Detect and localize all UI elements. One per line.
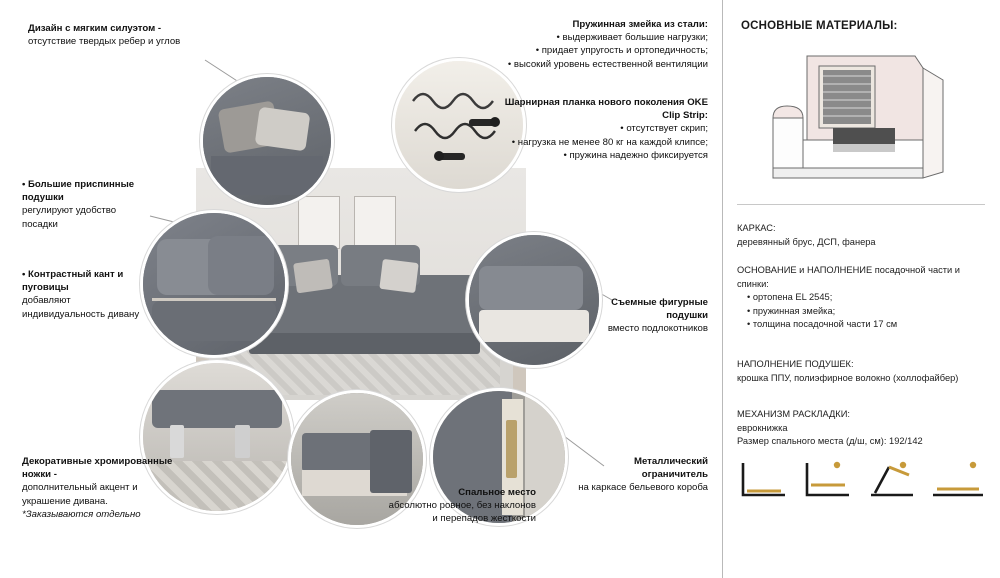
list-item: • нагрузка не менее 80 кг на каждой клипсе; (496, 136, 708, 149)
section-pillows (737, 358, 989, 385)
section-frame-body: деревянный брус, ДСП, фанера (737, 236, 876, 247)
callout-chrome-legs (22, 455, 188, 521)
callout-sleeping-place-body: абсолютно ровное, без наклонов и перепадов жесткости (388, 500, 536, 525)
callout-contrast-piping-title: Контрастный кант и пуговицы (22, 269, 124, 294)
list-item: • пружинная змейка; (747, 305, 989, 319)
callout-sleeping-place-title: Спальное место (458, 487, 536, 498)
callout-contrast-piping-body: добавляют индивидуальность дивану (22, 295, 140, 320)
callout-clip-strip (496, 96, 708, 162)
callout-spring-snake-list (496, 31, 708, 71)
list-item: • ортопена EL 2545; (747, 291, 989, 305)
list-item: • выдерживает большие нагрузки; (496, 31, 708, 44)
callout-chrome-legs-note: *Заказываются отдельно (22, 508, 141, 520)
section-mechanism-body: еврокнижка (737, 422, 788, 433)
section-pillows-heading: НАПОЛНЕНИЕ ПОДУШЕК: (737, 359, 854, 369)
mechanism-steps (737, 455, 989, 511)
callout-big-pillows-title: Большие приспинные подушки (22, 179, 135, 204)
callout-spring-snake-title: Пружинная змейка из стали: (572, 19, 708, 30)
photo-removable-pillows (466, 232, 602, 368)
callout-soft-silhouette-title: Дизайн с мягким силуэтом - (28, 23, 162, 34)
callout-clip-strip-list (496, 122, 708, 162)
callout-spring-snake (496, 18, 708, 71)
photo-big-pillows (140, 210, 288, 358)
list-item: • придает упругость и ортопедичность; (496, 44, 708, 57)
callout-metal-limiter-body: на каркасе бельевого короба (578, 482, 708, 494)
list-item: • высокий уровень естественной вентиляции (496, 58, 708, 71)
callout-metal-limiter-title: Металлический ограничитель (633, 456, 708, 481)
list-item: • пружина надежно фиксируется (496, 149, 708, 162)
callout-contrast-piping: • Контрастный кант и пуговицы добавляют индивидуальность дивану (22, 269, 140, 320)
section-frame (737, 222, 989, 249)
list-item: • толщина посадочной части 17 см (747, 318, 989, 332)
section-base-list (737, 291, 989, 332)
materials-title: ОСНОВНЫЕ МАТЕРИАЛЫ: (741, 20, 898, 32)
callout-soft-silhouette (28, 22, 218, 48)
callout-removable-pillows-title: Съемные фигурные подушки (611, 297, 708, 322)
callout-chrome-legs-title: Декоративные хромированные ножки - (22, 456, 173, 481)
callout-sleeping-place (386, 486, 536, 526)
section-frame-heading: КАРКАС: (737, 223, 776, 233)
section-base-heading: ОСНОВАНИЕ и НАПОЛНЕНИЕ посадочной части и спинки: (737, 265, 960, 289)
callout-removable-pillows-body: вместо подлокотников (607, 323, 708, 335)
section-base (737, 264, 989, 332)
list-item: • отсутствует скрип; (496, 122, 708, 135)
callout-soft-silhouette-body: отсутствие твердых ребер и углов (28, 36, 181, 48)
photo-soft-silhouette (200, 74, 334, 208)
divider-1 (737, 204, 985, 205)
callout-chrome-legs-body: дополнительный акцент и украшение дивана. (22, 482, 138, 507)
callout-big-pillows-body: регулируют удобство посадки (22, 205, 117, 230)
callout-big-pillows: • Большие приспинные подушки регулируют удобство посадки (22, 178, 140, 231)
sofa-cutaway-illustration (747, 44, 975, 194)
materials-panel (722, 0, 1000, 578)
section-mechanism-heading: МЕХАНИЗМ РАСКЛАДКИ: (737, 409, 850, 419)
callout-removable-pillows (590, 296, 708, 336)
section-mechanism (737, 408, 989, 449)
section-pillows-body: крошка ППУ, полиэфирное волокно (холлофайбер) (737, 372, 959, 383)
section-mechanism-extra: Размер спального места (д/ш, см): 192/142 (737, 436, 923, 446)
callout-clip-strip-title: Шарнирная планка нового поколения OKE Clip Strip: (504, 97, 708, 122)
callout-metal-limiter (578, 455, 708, 495)
